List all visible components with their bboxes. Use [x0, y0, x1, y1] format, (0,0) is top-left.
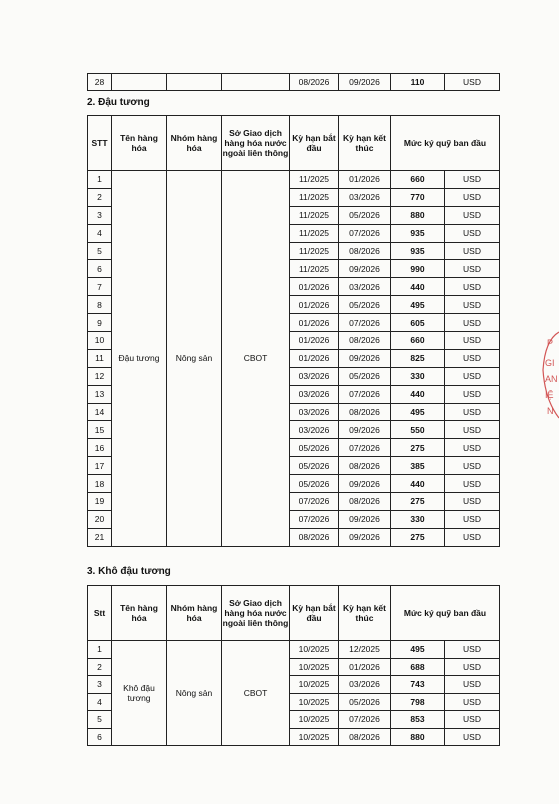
dvt-cell: USD — [445, 349, 500, 367]
bat-dau-cell: 03/2026 — [290, 421, 339, 439]
stt-cell: 2 — [88, 658, 112, 676]
ket-thuc-cell: 03/2026 — [339, 188, 391, 206]
header-nhom-hang-hoa: Nhóm hàng hóa — [167, 116, 222, 171]
bat-dau-cell: 11/2025 — [290, 260, 339, 278]
ket-thuc-cell: 07/2026 — [339, 385, 391, 403]
dvt-cell: USD — [445, 421, 500, 439]
muc-ky-quy-cell: 660 — [391, 171, 445, 189]
dvt-cell: USD — [445, 188, 500, 206]
stt-cell: 21 — [88, 528, 112, 546]
header-so-giao-dich: Sở Giao dịch hàng hóa nước ngoài liên thông — [222, 116, 290, 171]
bat-dau-cell: 11/2025 — [290, 188, 339, 206]
dvt-cell: USD — [445, 658, 500, 676]
muc-ky-quy-cell: 880 — [391, 728, 445, 746]
muc-ky-quy-cell: 880 — [391, 206, 445, 224]
bat-dau-cell: 10/2025 — [290, 676, 339, 694]
muc-ky-quy-cell: 440 — [391, 475, 445, 493]
stt-cell: 19 — [88, 493, 112, 511]
header-stt: STT — [88, 116, 112, 171]
table-header-row — [88, 116, 500, 171]
section-3-title: 3. Khô đậu tương — [87, 566, 171, 577]
ten-cell — [112, 74, 167, 91]
table-row — [88, 171, 500, 189]
muc-ky-quy-cell: 825 — [391, 349, 445, 367]
bat-dau-cell: 08/2026 — [290, 528, 339, 546]
muc-ky-quy-cell: 935 — [391, 224, 445, 242]
bat-dau-cell: 01/2026 — [290, 332, 339, 350]
dvt-cell: USD — [445, 439, 500, 457]
bat-dau-cell: 01/2026 — [290, 314, 339, 332]
dvt-cell: USD — [445, 676, 500, 694]
ket-thuc-cell: 07/2026 — [339, 711, 391, 729]
ket-thuc-cell: 01/2026 — [339, 658, 391, 676]
header-ky-han-bat-dau: Kỳ hạn bắt đầu — [290, 586, 339, 641]
dvt-cell: USD — [445, 385, 500, 403]
muc-ky-quy-cell: 743 — [391, 676, 445, 694]
header-so-giao-dich: Sở Giao dịch hàng hóa nước ngoài liên thông — [222, 586, 290, 641]
muc-ky-quy-cell: 550 — [391, 421, 445, 439]
muc-ky-quy-cell: 660 — [391, 332, 445, 350]
sgd-cell — [222, 74, 290, 91]
stt-cell: 16 — [88, 439, 112, 457]
muc-ky-quy-cell: 990 — [391, 260, 445, 278]
dvt-cell: USD — [445, 242, 500, 260]
stt-cell: 20 — [88, 510, 112, 528]
table-row — [88, 641, 500, 659]
bat-dau-cell: 03/2026 — [290, 367, 339, 385]
ket-thuc-cell: 08/2026 — [339, 332, 391, 350]
muc-ky-quy-cell: 440 — [391, 278, 445, 296]
ket-thuc-cell: 08/2026 — [339, 728, 391, 746]
ket-thuc-cell: 05/2026 — [339, 206, 391, 224]
header-ky-han-ket-thuc: Kỳ hạn kết thúc — [339, 586, 391, 641]
muc-ky-quy-cell: 440 — [391, 385, 445, 403]
bat-dau-cell: 08/2026 — [290, 74, 339, 91]
so-giao-dich-cell: CBOT — [222, 171, 290, 547]
bat-dau-cell: 10/2025 — [290, 658, 339, 676]
dvt-cell: USD — [445, 206, 500, 224]
muc-ky-quy-cell: 330 — [391, 510, 445, 528]
stt-cell: 5 — [88, 711, 112, 729]
bat-dau-cell: 11/2025 — [290, 242, 339, 260]
stt-cell: 18 — [88, 475, 112, 493]
dvt-cell: USD — [445, 693, 500, 711]
dvt-cell: USD — [445, 278, 500, 296]
ket-thuc-cell: 07/2026 — [339, 224, 391, 242]
header-muc-ky-quy: Mức ký quỹ ban đầu — [391, 116, 500, 171]
ket-thuc-cell: 08/2026 — [339, 493, 391, 511]
muc-ky-quy-cell: 495 — [391, 296, 445, 314]
ket-thuc-cell: 03/2026 — [339, 278, 391, 296]
stt-cell: 11 — [88, 349, 112, 367]
muc-cell: 110 — [391, 74, 445, 91]
bat-dau-cell: 05/2026 — [290, 439, 339, 457]
section-2-title: 2. Đậu tương — [87, 97, 150, 108]
muc-ky-quy-cell: 935 — [391, 242, 445, 260]
dvt-cell: USD — [445, 367, 500, 385]
dvt-cell: USD — [445, 332, 500, 350]
stt-cell: 6 — [88, 260, 112, 278]
stt-cell: 8 — [88, 296, 112, 314]
ket-thuc-cell: 07/2026 — [339, 439, 391, 457]
svg-text:AN: AN — [545, 374, 558, 384]
nhom-cell — [167, 74, 222, 91]
stt-cell: 15 — [88, 421, 112, 439]
stt-cell: 10 — [88, 332, 112, 350]
svg-text:IỆ: IỆ — [545, 390, 554, 400]
header-ky-han-bat-dau: Kỳ hạn bắt đầu — [290, 116, 339, 171]
ket-thuc-cell: 09/2026 — [339, 74, 391, 91]
stt-cell: 17 — [88, 457, 112, 475]
muc-ky-quy-cell: 853 — [391, 711, 445, 729]
dvt-cell: USD — [445, 296, 500, 314]
bat-dau-cell: 11/2025 — [290, 224, 339, 242]
dvt-cell: USD — [445, 528, 500, 546]
red-stamp-fragment — [537, 330, 559, 423]
dvt-cell: USD — [445, 457, 500, 475]
muc-ky-quy-cell: 275 — [391, 528, 445, 546]
bat-dau-cell: 01/2026 — [290, 296, 339, 314]
ket-thuc-cell: 09/2026 — [339, 475, 391, 493]
top-continuation-table — [87, 73, 500, 91]
dvt-cell: USD — [445, 171, 500, 189]
bat-dau-cell: 01/2026 — [290, 278, 339, 296]
stt-cell: 3 — [88, 676, 112, 694]
muc-ky-quy-cell: 495 — [391, 403, 445, 421]
header-ten-hang-hoa: Tên hàng hóa — [112, 586, 167, 641]
ket-thuc-cell: 03/2026 — [339, 676, 391, 694]
ket-thuc-cell: 09/2026 — [339, 528, 391, 546]
bat-dau-cell: 10/2025 — [290, 711, 339, 729]
ket-thuc-cell: 12/2025 — [339, 641, 391, 659]
stt-cell: 7 — [88, 278, 112, 296]
ket-thuc-cell: 09/2026 — [339, 510, 391, 528]
stt-cell: 5 — [88, 242, 112, 260]
muc-ky-quy-cell: 275 — [391, 439, 445, 457]
ket-thuc-cell: 05/2026 — [339, 693, 391, 711]
ket-thuc-cell: 09/2026 — [339, 349, 391, 367]
ten-hang-hoa-cell: Khô đậu tương — [112, 641, 167, 746]
dvt-cell: USD — [445, 260, 500, 278]
ket-thuc-cell: 09/2026 — [339, 421, 391, 439]
table-row — [88, 74, 500, 91]
stt-cell: 1 — [88, 171, 112, 189]
bat-dau-cell: 05/2026 — [290, 475, 339, 493]
muc-ky-quy-cell: 798 — [391, 693, 445, 711]
header-nhom-hang-hoa: Nhóm hàng hóa — [167, 586, 222, 641]
stt-cell: 4 — [88, 693, 112, 711]
svg-text:P: P — [547, 338, 554, 348]
kho-dau-tuong-table — [87, 585, 500, 746]
header-ten-hang-hoa: Tên hàng hóa — [112, 116, 167, 171]
svg-text:N: N — [547, 406, 554, 416]
dvt-cell: USD — [445, 728, 500, 746]
stt-cell: 13 — [88, 385, 112, 403]
ket-thuc-cell: 07/2026 — [339, 314, 391, 332]
bat-dau-cell: 03/2026 — [290, 403, 339, 421]
bat-dau-cell: 07/2026 — [290, 493, 339, 511]
header-muc-ky-quy: Mức ký quỹ ban đầu — [391, 586, 500, 641]
dvt-cell: USD — [445, 314, 500, 332]
muc-ky-quy-cell: 385 — [391, 457, 445, 475]
bat-dau-cell: 03/2026 — [290, 385, 339, 403]
muc-ky-quy-cell: 688 — [391, 658, 445, 676]
dvt-cell: USD — [445, 403, 500, 421]
dvt-cell: USD — [445, 711, 500, 729]
ket-thuc-cell: 05/2026 — [339, 367, 391, 385]
muc-ky-quy-cell: 275 — [391, 493, 445, 511]
svg-text:GI: GI — [545, 358, 555, 368]
dvt-cell: USD — [445, 510, 500, 528]
muc-ky-quy-cell: 770 — [391, 188, 445, 206]
table-header-row — [88, 586, 500, 641]
stt-cell: 9 — [88, 314, 112, 332]
stt-cell: 28 — [88, 74, 112, 91]
dvt-cell: USD — [445, 493, 500, 511]
so-giao-dich-cell: CBOT — [222, 641, 290, 746]
stt-cell: 1 — [88, 641, 112, 659]
dau-tuong-table — [87, 115, 500, 547]
ket-thuc-cell: 08/2026 — [339, 403, 391, 421]
bat-dau-cell: 10/2025 — [290, 693, 339, 711]
ten-hang-hoa-cell: Đậu tương — [112, 171, 167, 547]
bat-dau-cell: 11/2025 — [290, 206, 339, 224]
nhom-hang-hoa-cell: Nông sản — [167, 641, 222, 746]
ket-thuc-cell: 08/2026 — [339, 457, 391, 475]
bat-dau-cell: 05/2026 — [290, 457, 339, 475]
stt-cell: 6 — [88, 728, 112, 746]
bat-dau-cell: 07/2026 — [290, 510, 339, 528]
bat-dau-cell: 01/2026 — [290, 349, 339, 367]
muc-ky-quy-cell: 605 — [391, 314, 445, 332]
bat-dau-cell: 10/2025 — [290, 641, 339, 659]
bat-dau-cell: 11/2025 — [290, 171, 339, 189]
stt-cell: 12 — [88, 367, 112, 385]
stamp-seal-icon — [537, 330, 559, 420]
dvt-cell: USD — [445, 224, 500, 242]
dvt-cell: USD — [445, 74, 500, 91]
nhom-hang-hoa-cell: Nông sản — [167, 171, 222, 547]
stt-cell: 14 — [88, 403, 112, 421]
ket-thuc-cell: 01/2026 — [339, 171, 391, 189]
dvt-cell: USD — [445, 641, 500, 659]
ket-thuc-cell: 09/2026 — [339, 260, 391, 278]
stt-cell: 4 — [88, 224, 112, 242]
stt-cell: 2 — [88, 188, 112, 206]
ket-thuc-cell: 05/2026 — [339, 296, 391, 314]
stt-cell: 3 — [88, 206, 112, 224]
bat-dau-cell: 10/2025 — [290, 728, 339, 746]
muc-ky-quy-cell: 330 — [391, 367, 445, 385]
muc-ky-quy-cell: 495 — [391, 641, 445, 659]
ket-thuc-cell: 08/2026 — [339, 242, 391, 260]
dvt-cell: USD — [445, 475, 500, 493]
header-ky-han-ket-thuc: Kỳ hạn kết thúc — [339, 116, 391, 171]
header-stt: Stt — [88, 586, 112, 641]
